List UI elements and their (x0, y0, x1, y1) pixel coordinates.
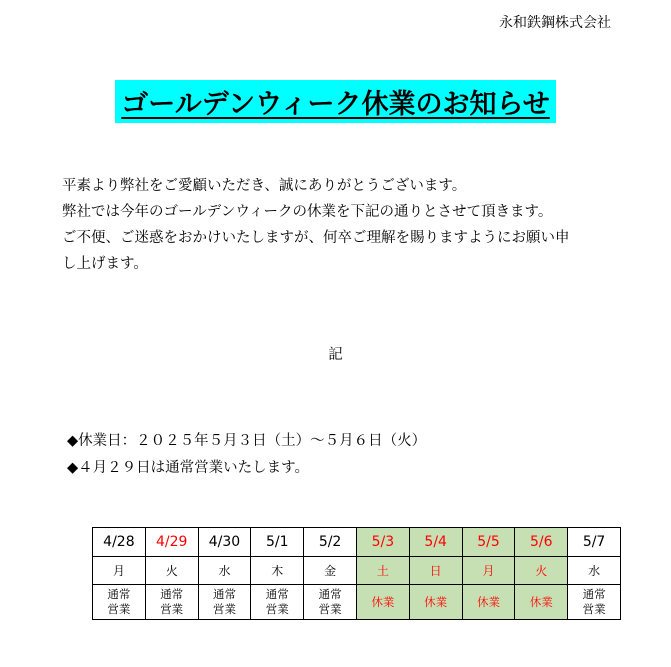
body-paragraph-2: 弊社では今年のゴールデンウィークの休業を下記の通りとさせて頂きます。 (62, 204, 553, 220)
calendar-weekday-cell: 木 (251, 557, 304, 585)
calendar-date-cell: 5/7 (568, 528, 621, 557)
calendar-status-cell (568, 585, 621, 620)
calendar-status-cell (304, 585, 357, 620)
calendar-status-label: 通常営業 (107, 587, 131, 616)
note-open-day: ◆４月２９日は通常営業いたします。 (67, 460, 309, 476)
calendar-weekday-cell: 水 (568, 557, 621, 585)
calendar-status-label: 休業 (529, 594, 553, 609)
ki-heading: 記 (328, 347, 343, 363)
calendar-status-row (93, 585, 621, 620)
calendar-status-cell (198, 585, 251, 620)
calendar-weekday-row (93, 557, 621, 585)
body-paragraph-3: ご不便、ご迷惑をおかけいたしますが、何卒ご理解を賜りますようにお願い申し上げます。 (62, 230, 570, 272)
calendar-weekday-cell: 土 (356, 557, 409, 585)
calendar-weekday-cell: 火 (145, 557, 198, 585)
calendar-status-label: 通常営業 (582, 587, 606, 616)
calendar-status-cell (515, 585, 568, 620)
calendar-date-cell: 5/5 (462, 528, 515, 557)
calendar-date-cell: 5/6 (515, 528, 568, 557)
calendar-status-cell (251, 585, 304, 620)
calendar-status-label: 休業 (371, 594, 395, 609)
calendar-weekday-cell: 金 (304, 557, 357, 585)
body-text (62, 173, 582, 277)
calendar-weekday-cell: 日 (409, 557, 462, 585)
calendar-weekday-cell: 火 (515, 557, 568, 585)
notice-title: ゴールデンウィーク休業のお知らせ (115, 80, 556, 123)
calendar-status-cell (356, 585, 409, 620)
calendar-status-label: 通常営業 (318, 587, 342, 616)
body-paragraph-1: 平素より弊社をご愛顧いただき、誠にありがとうございます。 (62, 178, 467, 194)
calendar-status-cell (145, 585, 198, 620)
calendar-date-cell: 4/28 (93, 528, 146, 557)
note-closure-dates: ◆休業日：２０２５年５月３日（土）～５月６日（火） (67, 433, 427, 449)
calendar-date-cell: 5/4 (409, 528, 462, 557)
calendar-status-cell (93, 585, 146, 620)
holiday-calendar-table (92, 527, 621, 620)
calendar-date-cell: 5/1 (251, 528, 304, 557)
calendar-weekday-cell: 月 (93, 557, 146, 585)
calendar-status-label: 通常営業 (212, 587, 236, 616)
calendar-date-row (93, 528, 621, 557)
title-container (0, 80, 671, 123)
calendar-status-cell (462, 585, 515, 620)
calendar-status-label: 通常営業 (160, 587, 184, 616)
calendar-status-label: 休業 (476, 594, 500, 609)
calendar-status-label: 休業 (424, 594, 448, 609)
calendar-status-cell (409, 585, 462, 620)
calendar-date-cell: 5/2 (304, 528, 357, 557)
calendar-weekday-cell: 水 (198, 557, 251, 585)
calendar-date-cell: 5/3 (356, 528, 409, 557)
company-name: 永和鉄鋼株式会社 (499, 15, 611, 31)
calendar-status-label: 通常営業 (265, 587, 289, 616)
calendar-date-cell: 4/30 (198, 528, 251, 557)
calendar-date-cell: 4/29 (145, 528, 198, 557)
holiday-notes (67, 428, 426, 482)
calendar-weekday-cell: 月 (462, 557, 515, 585)
